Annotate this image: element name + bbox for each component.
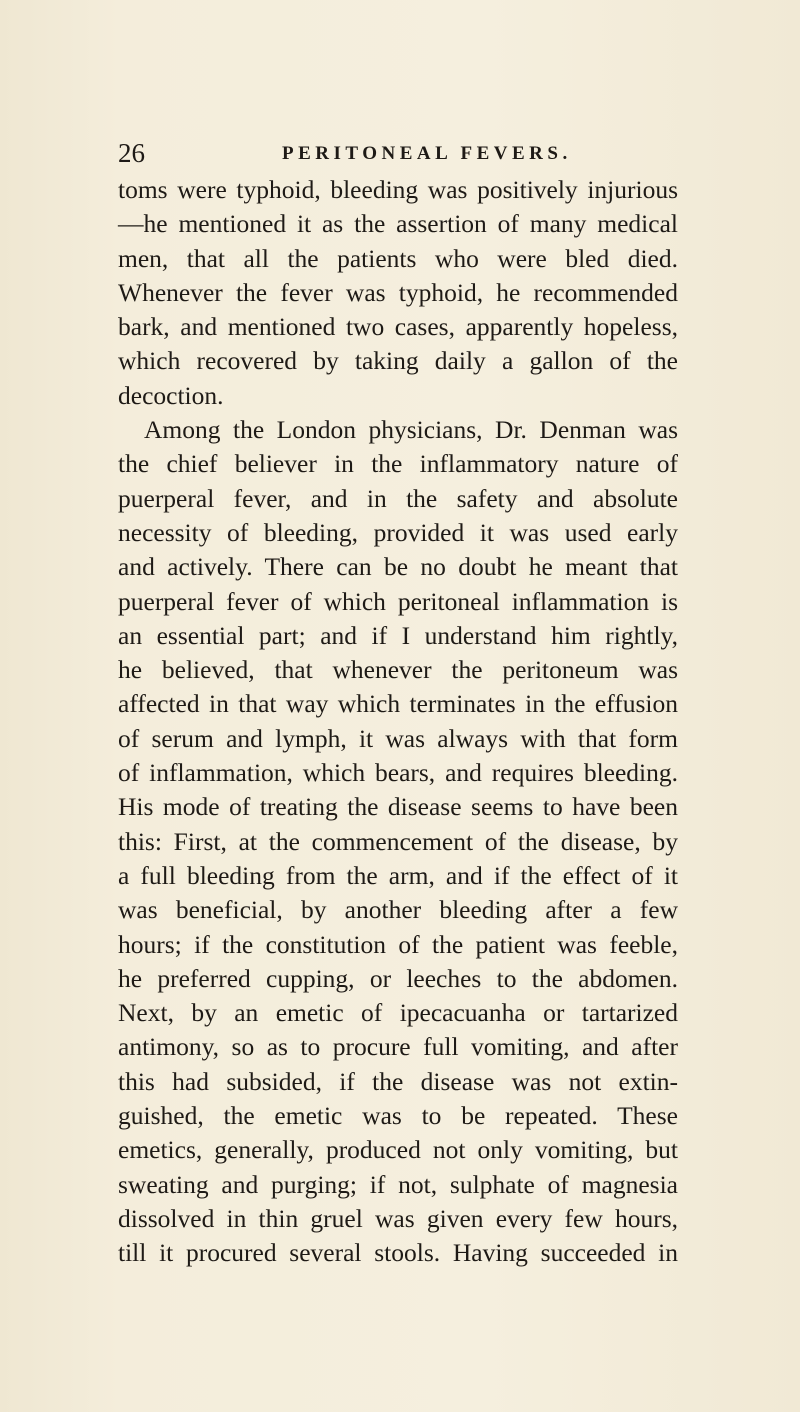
text-line: he believed, that whenever the peritoneum was [118,655,678,685]
running-head [118,138,678,168]
text-line: affected in that way which terminates in the effusion [118,689,678,719]
text-line: sweating and purging; if not, sulphate of magnesia [118,1169,678,1199]
text-line: necessity of bleeding, provided it was used early [118,517,678,547]
text-line: toms were typhoid, bleeding was positively injurious [118,175,678,204]
text-line: the chief believer in the inflammatory nature of [118,449,678,479]
text-line: and actively. There can be no doubt he meant that [118,552,678,582]
text-line: bark, and mentioned two cases, apparently hopeless, [118,312,678,342]
text-line: Whenever the fever was typhoid, he recommended [118,277,678,307]
body-text [118,173,678,1271]
text-line: His mode of treating the disease seems to have been [118,792,678,822]
text-line: —he mentioned it as the assertion of many medical [118,209,678,239]
paragraph-start-line: Among the London physicians, Dr. Denman was [144,415,678,445]
text-line: men, that all the patients who were bled died. [118,243,678,273]
text-line: of inflammation, which bears, and requires bleeding. [118,758,678,788]
text-line: an essential part; and if I understand him rightly, [118,620,678,650]
text-line: he preferred cupping, or leeches to the abdomen. [118,963,678,993]
page-number: 26 [118,138,145,168]
text-line: puerperal fever of which peritoneal inflammation is [118,586,678,616]
text-line: guished, the emetic was to be repeated. These [118,1101,678,1131]
text-line: till it procured several stools. Having succeeded in [118,1238,678,1268]
text-line: of serum and lymph, it was always with that form [118,723,678,753]
text-line: puerperal fever, and in the safety and absolute [118,483,678,513]
text-line: antimony, so as to procure full vomiting, and after [118,1032,678,1062]
paragraph-end-line: decoction. [118,380,224,410]
text-line: dissolved in thin gruel was given every few hours, [118,1203,678,1233]
text-line: which recovered by taking daily a gallon of the [118,346,678,376]
text-line: hours; if the constitution of the patient was feeble, [118,929,678,959]
text-line: emetics, generally, produced not only vomiting, but [118,1135,678,1165]
text-line: was beneficial, by another bleeding after a few [118,895,678,925]
text-line: this had subsided, if the disease was not extin- [118,1066,678,1096]
text-line: a full bleeding from the arm, and if the effect of it [118,860,678,890]
running-title: PERITONEAL FEVERS. [282,143,572,164]
text-line: Next, by an emetic of ipecacuanha or tartarized [118,998,678,1028]
text-line: this: First, at the commencement of the disease, by [118,826,678,856]
